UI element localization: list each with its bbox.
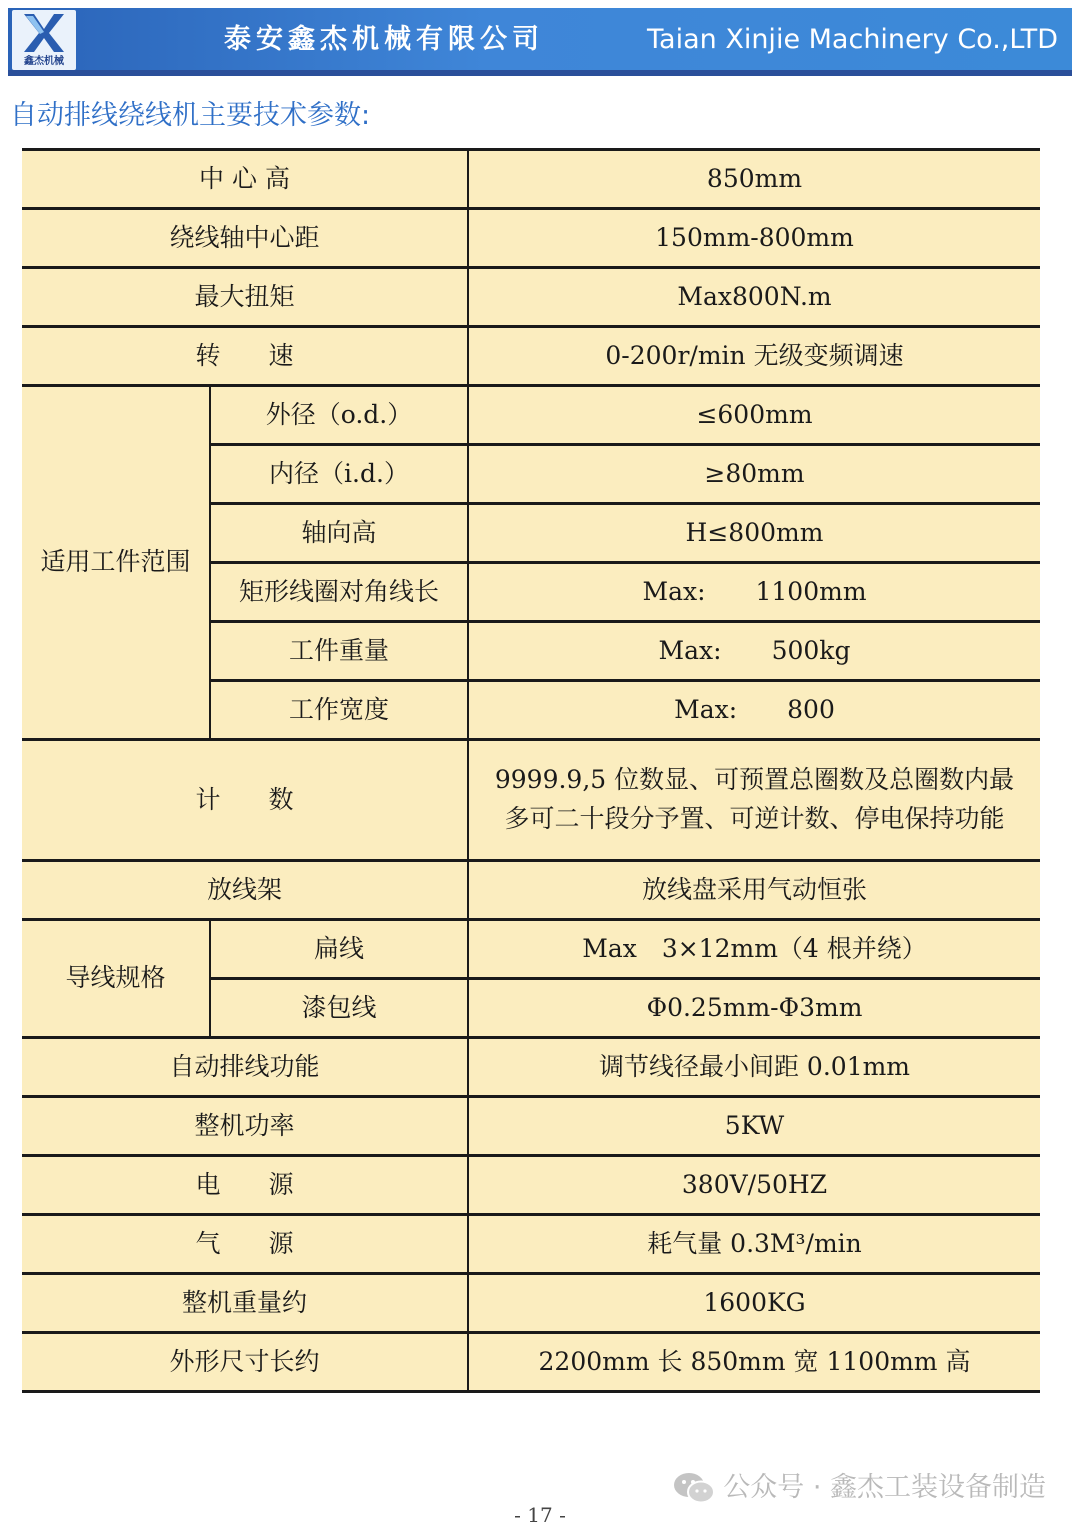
spec-label: 计 数: [22, 740, 468, 861]
spec-value: Max: 800: [468, 681, 1040, 740]
spec-label: 气 源: [22, 1215, 468, 1274]
spec-value: Max 3×12mm（4 根并绕）: [468, 920, 1040, 979]
spec-value: 放线盘采用气动恒张: [468, 861, 1040, 920]
spec-label: 外形尺寸长约: [22, 1333, 468, 1392]
spec-label: 整机重量约: [22, 1274, 468, 1333]
table-row: [22, 386, 1040, 445]
spec-value: 150mm-800mm: [468, 209, 1040, 268]
table-row: [22, 327, 1040, 386]
table-row: [22, 1333, 1040, 1392]
table-row: [22, 150, 1040, 209]
page-number: - 17 -: [514, 1503, 566, 1527]
spec-value: H≤800mm: [468, 504, 1040, 563]
logo-text: 鑫杰机械: [24, 56, 64, 67]
table-row: [22, 1274, 1040, 1333]
table-row: [22, 1097, 1040, 1156]
company-name-cn: 泰安鑫杰机械有限公司: [224, 24, 544, 55]
spec-label: 转 速: [22, 327, 468, 386]
watermark-text: 公众号 · 鑫杰工装设备制造: [723, 1472, 1046, 1503]
counter-line-2: 多可二十段分予置、可逆计数、停电保持功能: [504, 804, 1005, 833]
spec-table: [22, 148, 1040, 1393]
spec-value: 850mm: [468, 150, 1040, 209]
spec-value: [468, 740, 1040, 861]
company-name-en: Taian Xinjie Machinery Co.,LTD: [647, 24, 1058, 55]
spec-label: 绕线轴中心距: [22, 209, 468, 268]
table-row: [22, 1038, 1040, 1097]
spec-sublabel: 漆包线: [210, 979, 468, 1038]
table-row: [22, 740, 1040, 861]
spec-group-label: 适用工件范围: [22, 386, 210, 740]
company-logo: [12, 10, 76, 70]
spec-value: 5KW: [468, 1097, 1040, 1156]
spec-label: 中 心 高: [22, 150, 468, 209]
spec-label: 放线架: [22, 861, 468, 920]
spec-value: Max800N.m: [468, 268, 1040, 327]
spec-value: ≤600mm: [468, 386, 1040, 445]
table-row: [22, 1215, 1040, 1274]
spec-sublabel: 扁线: [210, 920, 468, 979]
spec-value: Max: 500kg: [468, 622, 1040, 681]
spec-sublabel: 内径（i.d.）: [210, 445, 468, 504]
table-row: [22, 920, 1040, 979]
spec-value: 调节线径最小间距 0.01mm: [468, 1038, 1040, 1097]
logo-x-icon: [20, 12, 68, 54]
counter-line-1: 9999.9,5 位数显、可预置总圈数及总圈数内最: [494, 765, 1015, 795]
spec-value: ≥80mm: [468, 445, 1040, 504]
header-divider: [8, 74, 1072, 76]
spec-value: 0-200r/min 无级变频调速: [468, 327, 1040, 386]
spec-label: 自动排线功能: [22, 1038, 468, 1097]
spec-sublabel: 外径（o.d.）: [210, 386, 468, 445]
table-row: [22, 861, 1040, 920]
spec-label: 整机功率: [22, 1097, 468, 1156]
spec-value: 耗气量 0.3M³/min: [468, 1215, 1040, 1274]
table-row: [22, 268, 1040, 327]
spec-label: 最大扭矩: [22, 268, 468, 327]
section-title: 自动排线绕线机主要技术参数:: [10, 100, 371, 131]
spec-sublabel: 轴向高: [210, 504, 468, 563]
spec-sublabel: 工作宽度: [210, 681, 468, 740]
spec-label: 电 源: [22, 1156, 468, 1215]
spec-group-label: 导线规格: [22, 920, 210, 1038]
spec-sublabel: 矩形线圈对角线长: [210, 563, 468, 622]
spec-value: Φ0.25mm-Φ3mm: [468, 979, 1040, 1038]
spec-value: 380V/50HZ: [468, 1156, 1040, 1215]
spec-sublabel: 工件重量: [210, 622, 468, 681]
spec-value: 1600KG: [468, 1274, 1040, 1333]
spec-value: Max: 1100mm: [468, 563, 1040, 622]
spec-value: 2200mm 长 850mm 宽 1100mm 高: [468, 1333, 1040, 1392]
table-row: [22, 209, 1040, 268]
header-banner: [8, 8, 1072, 74]
table-row: [22, 1156, 1040, 1215]
